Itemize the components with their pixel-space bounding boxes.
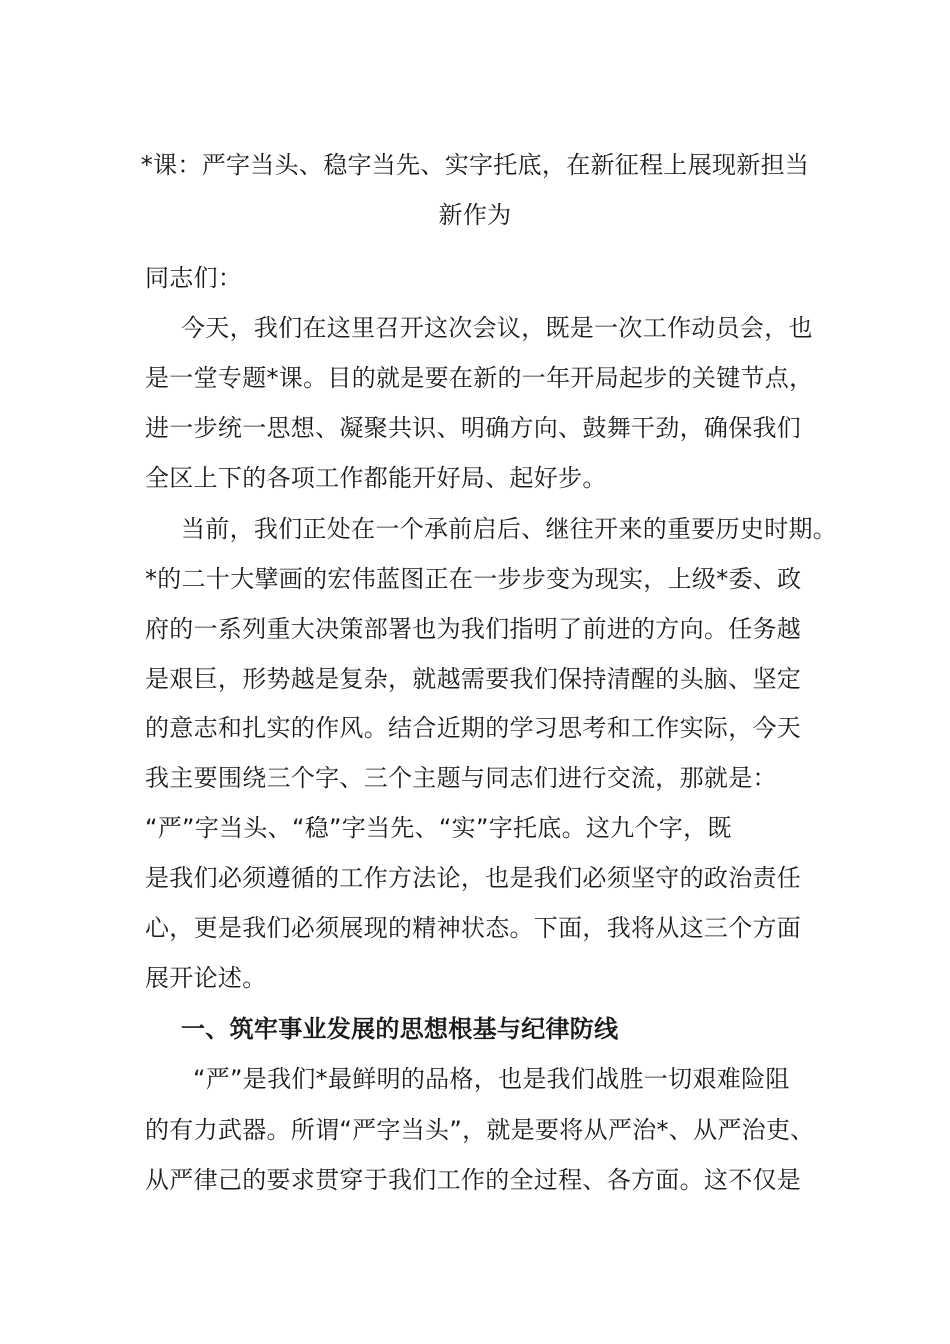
paragraph-3-line: 的有力武器。所谓“严字当头”，就是要将从严治*、从严治吏、 (145, 1116, 815, 1144)
paragraph-1-line: 今天，我们在这里召开这次会议，既是一次工作动员会，也 (181, 314, 813, 342)
greeting: 同志们： (145, 264, 243, 292)
paragraph-2-line: “严”字当头、“稳”字当先、“实”字托底。这九个字，既 (145, 814, 732, 842)
paragraph-1-line: 全区上下的各项工作都能开好局、起好步。 (145, 464, 607, 492)
paragraph-1-line: 进一步统一思想、凝聚共识、明确方向、鼓舞干劲，确保我们 (145, 414, 802, 442)
document-title-line-1: *课：严字当头、稳字当先、实字托底，在新征程上展现新担当 (140, 151, 810, 179)
paragraph-2-line: 府的一系列重大决策部署也为我们指明了前进的方向。任务越 (145, 615, 802, 643)
paragraph-2-line: 当前，我们正处在一个承前启后、继往开来的重要历史时期。 (181, 515, 838, 543)
paragraph-2-line: 的意志和扎实的作风。结合近期的学习思考和工作实际，今天 (145, 714, 802, 742)
section-heading-1: 一、筑牢事业发展的思想根基与纪律防线 (181, 1015, 619, 1043)
paragraph-1-line: 是一堂专题*课。目的就是要在新的一年开局起步的关键节点， (145, 364, 814, 392)
paragraph-2-line: 展开论述。 (145, 964, 267, 992)
paragraph-2-line: *的二十大擘画的宏伟蓝图正在一步步变为现实，上级*委、政 (145, 565, 802, 593)
paragraph-2-line: 我主要围绕三个字、三个主题与同志们进行交流，那就是： (145, 764, 777, 792)
paragraph-3-line: 从严律己的要求贯穿于我们工作的全过程、各方面。这不仅是 (145, 1166, 802, 1194)
paragraph-2-line: 心，更是我们必须展现的精神状态。下面，我将从这三个方面 (145, 914, 802, 942)
document-title-line-2: 新作为 (438, 201, 512, 229)
paragraph-2-line: 是我们必须遵循的工作方法论，也是我们必须坚守的政治责任 (145, 864, 802, 892)
paragraph-3-line: “严”是我们*最鲜明的品格，也是我们战胜一切艰难险阻 (193, 1065, 790, 1093)
paragraph-2-line: 是艰巨，形势越是复杂，就越需要我们保持清醒的头脑、坚定 (145, 665, 802, 693)
